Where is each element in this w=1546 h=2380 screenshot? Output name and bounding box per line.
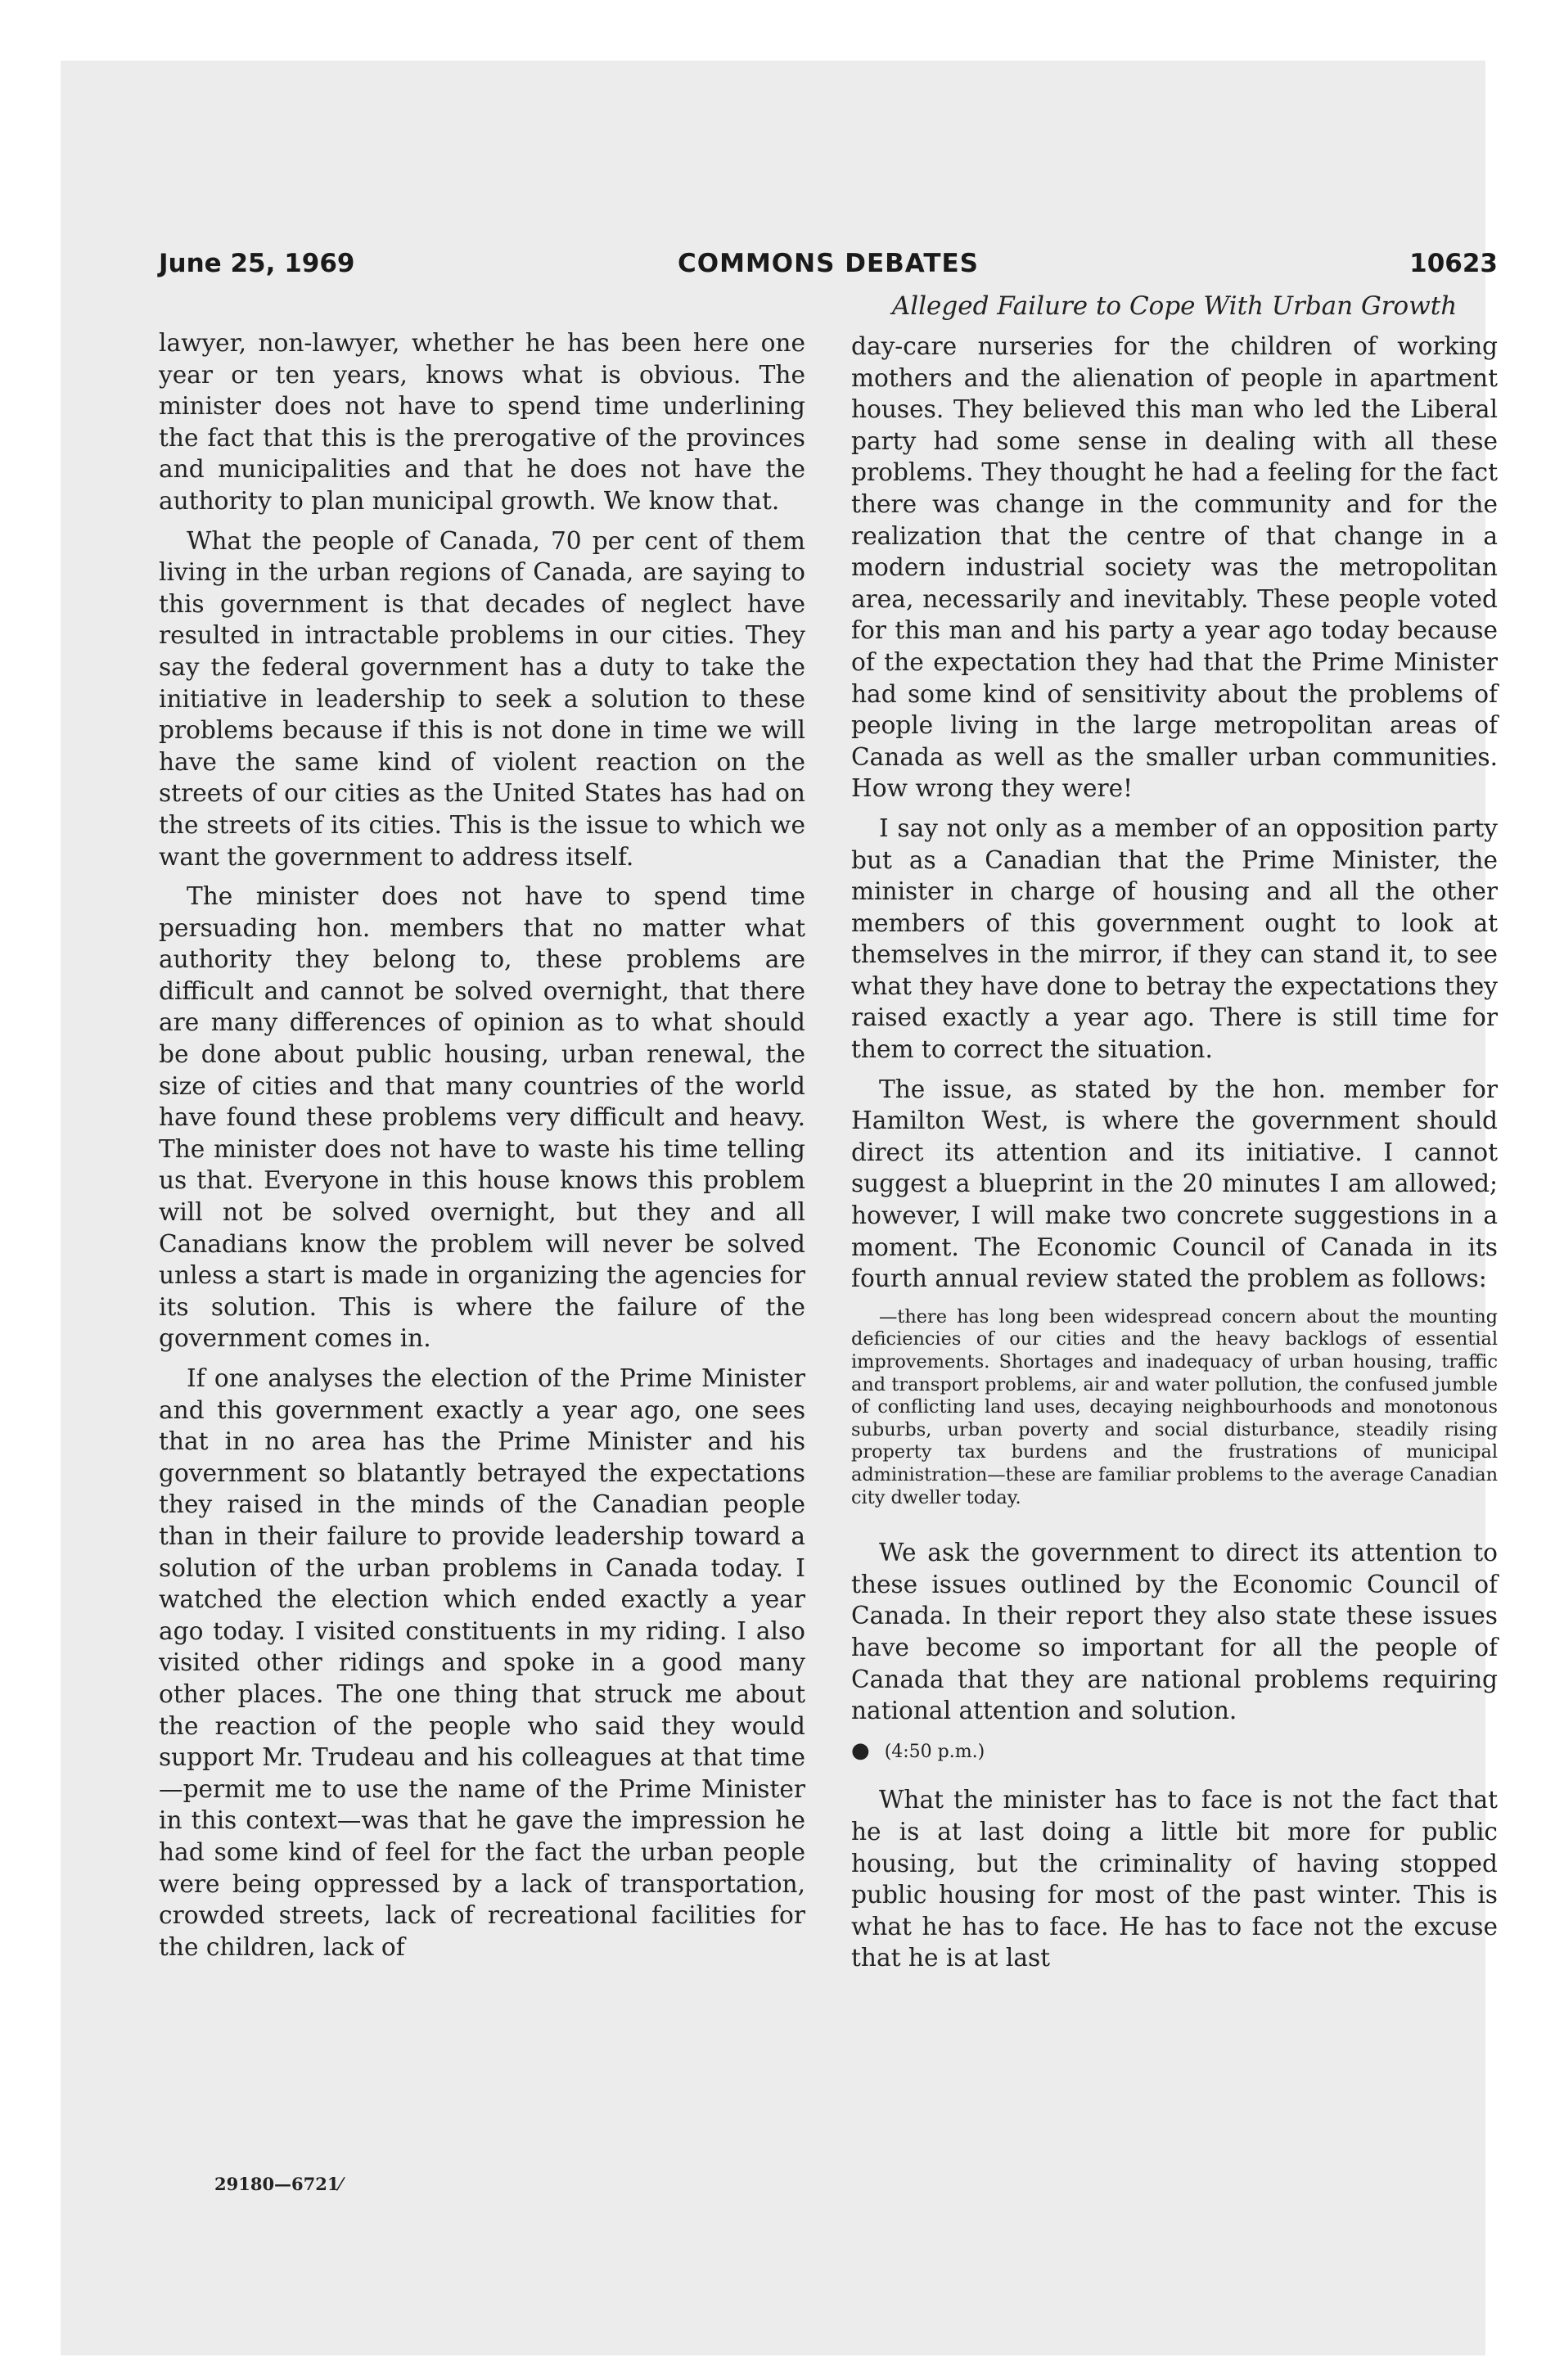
block-quote: —there has long been widespread concern about the mounting deficiencies of our cities and the heavy backlogs of essential improvements. Shortages and inadequacy of urban housing, traffic and transport problems, air and water pollution, the confused jumble of conflicting land uses, decaying neighbourhoods and monotonous suburbs, urban poverty and social disturbance, steadily rising property tax burdens and the frustrations of municipal administration—these are familiar problems to the average Canadian city dweller today. (851, 1305, 1498, 1508)
paragraph: day-care nurseries for the children of working mothers and the alienation of people in apartment houses. They believed this man who led the Liberal party had some sense in dealing with all these problems. They thought he had a feeling for the fact there was change in the community and for the realization that the centre of that change in a modern industrial society was the metropolitan area, necessarily and inevitably. These people voted for this man and his party a year ago today because of the expectation they had that the Prime Minister had some kind of sensitivity about the problems of people living in the large metropolitan areas of Canada as well as the smaller urban communities. How wrong they were! (851, 332, 1498, 803)
paragraph: We ask the government to direct its attention to these issues outlined by the Economic Council of Canada. In their report they also state these issues have become so important for all the people of Canada that they are national problems requiring national attention and solution. (851, 1539, 1498, 1725)
time-marker (851, 1735, 1498, 1769)
left-column (159, 327, 805, 1971)
header-page-number: 10623 (1409, 249, 1498, 278)
page-sheet (61, 61, 1498, 2355)
paragraph: The issue, as stated by the hon. member for Hamilton West, is where the government should direct its attention and its initiative. I cannot suggest a blueprint in the 20 minutes I am allowed; however, I will make two concrete suggestions in a moment. The Economic Council of Canada in its fourth annual review stated the problem as follows: (851, 1075, 1498, 1293)
header-date: June 25, 1969 (159, 249, 355, 278)
paragraph: I say not only as a member of an opposition party but as a Canadian that the Prime Minister, the minister in charge of housing and all the other members of this government ought to look at themselves in the mirror, if they can stand it, to see what they have done to betray the expectations they raised exactly a year ago. There is still time for them to correct the situation. (851, 814, 1498, 1064)
time-marker-text: (4:50 p.m.) (884, 1741, 985, 1762)
running-header (159, 249, 1498, 286)
section-subheading: Alleged Failure to Cope With Urban Growth (891, 291, 1458, 321)
header-title: COMMONS DEBATES (678, 249, 979, 278)
paragraph: What the minister has to face is not the fact that he is at last doing a little bit more for public housing, but the criminality of having stopped public housing for most of the past winter. This is what he has to face. He has to face not the excuse that he is at last (851, 1786, 1498, 1972)
paragraph: If one analyses the election of the Prime Minister and this government exactly a year ago, one sees that in no area has the Prime Minister and his government so blatantly betrayed the expectations they raised in the minds of the Canadian people than in their failure to provide leadership toward a solution of the urban problems in Canada today. I watched the election which ended exactly a year ago today. I visited constituents in my riding. I also visited other ridings and spoke in a good many other places. The one thing that struck me about the reaction of the people who said they would support Mr. Trudeau and his colleagues at that time—permit me to use the name of the Prime Minister in this context—was that he gave the impression he had some kind of feel for the fact the urban people were being oppressed by a lack of transportation, crowded streets, lack of recreational facilities for the children, lack of (159, 1364, 805, 1961)
footer-code: 29180—6721⁄ (214, 2174, 343, 2194)
paragraph: What the people of Canada, 70 per cent of them living in the urban regions of Canada, are saying to this government is that decades of neglect have resulted in intractable problems in our cities. They say the federal government has a duty to take the initiative in leadership to seek a solution to these problems because if this is not done in time we will have the same kind of violent reaction on the streets of our cities as the United States has had on the streets of its cities. This is the issue to which we want the government to address itself. (159, 526, 805, 871)
right-column (851, 290, 1498, 1982)
document-page (159, 249, 1498, 2221)
paragraph: The minister does not have to spend time persuading hon. members that no matter what authority they belong to, these problems are difficult and cannot be solved overnight, that there are many differences of opinion as to what should be done about public housing, urban renewal, the size of cities and that many countries of the world have found these problems very difficult and heavy. The minister does not have to waste his time telling us that. Everyone in this house knows this problem will not be solved overnight, but they and all Canadians know the problem will never be solved unless a start is made in organizing the agencies for its solution. This is where the failure of the government comes in. (159, 882, 805, 1353)
bullet-icon: ● (851, 1738, 870, 1763)
paragraph: lawyer, non-lawyer, whether he has been here one year or ten years, knows what is obvious. The minister does not have to spend time underlining the fact that this is the prerogative of the provinces and municipalities and that he does not have the authority to plan municipal growth. We know that. (159, 329, 805, 515)
